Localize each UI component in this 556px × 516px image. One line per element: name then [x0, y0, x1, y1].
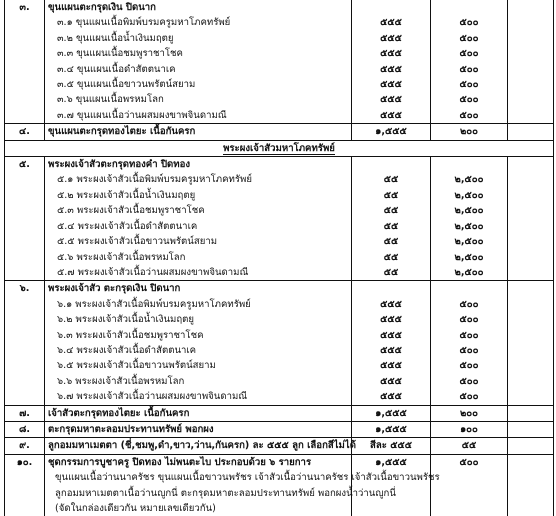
item-price: ๕๐๐ [431, 374, 508, 389]
item-quantity: ๕๕ [352, 250, 431, 265]
item-remark [508, 0, 554, 15]
item-number [5, 188, 45, 203]
item-remark [508, 265, 554, 281]
item-label: ๓.๕ ขุนแผนเนื้อขาวนพรัตน์สยาม [45, 77, 352, 92]
table-row [5, 172, 554, 187]
item-quantity: ๕๕๕ [352, 297, 431, 312]
item-label: ๖.๖ พระผงเจ้าสัวเนื้อพรหมโลก [45, 374, 352, 389]
item-quantity: ๕๕๕ [352, 328, 431, 343]
item-price: ๕๐๐ [431, 62, 508, 77]
item-price: ๕๐๐ [431, 77, 508, 92]
table-row [5, 297, 554, 312]
item-label: ๖.๗ พระผงเจ้าสัวเนื้อว่านผสมผงขาพจินดามณี [45, 389, 352, 405]
item-quantity: ๑,๕๕๕ [352, 124, 431, 140]
item-remark [508, 92, 554, 107]
item-label: ๖.๑ พระผงเจ้าสัวเนื้อพิมพ์บรมครูมหาโภคทรัพย์ [45, 297, 352, 312]
item-price: ๕๐๐ [431, 389, 508, 405]
item-price [431, 157, 508, 173]
item-number: ๙. [5, 438, 45, 454]
table-row [5, 77, 554, 92]
item-remark [508, 405, 554, 421]
item-price: ๕๐๐ [431, 108, 508, 124]
item-label: ๖.๔ พระผงเจ้าสัวเนื้อดำสัตตนาเค [45, 343, 352, 358]
table-body [5, 0, 554, 516]
item-number [5, 31, 45, 46]
item-remark [508, 312, 554, 327]
item-price [431, 0, 508, 15]
item-quantity: ๕๕๕ [352, 15, 431, 30]
table-row [5, 421, 554, 437]
table-row [5, 405, 554, 421]
item-quantity: ๑,๕๕๕ [352, 405, 431, 421]
table-row [5, 328, 554, 343]
item-number [5, 265, 45, 281]
item-label: เจ้าสัวตะกรุดทองไตยะ เนื้อกันครก [45, 405, 352, 421]
item-label: (จัดในกล่องเดียวกัน หมายเลขเดียวกัน) [45, 501, 352, 516]
table-row [5, 15, 554, 30]
item-remark [508, 374, 554, 389]
item-quantity: ๑,๕๕๕ [352, 421, 431, 437]
item-quantity [352, 281, 431, 297]
table-row [5, 62, 554, 77]
item-remark [508, 203, 554, 218]
section-title [5, 140, 554, 156]
item-label: ๓.๒ ขุนแผนเนื้อน้ำเงินมฤตยู [45, 31, 352, 46]
item-remark [508, 470, 554, 485]
item-price: ๕๐๐ [431, 343, 508, 358]
item-label: ๕.๔ พระผงเจ้าสัวเนื้อดำสัตตนาเค [45, 219, 352, 234]
item-quantity: ๕๕ [352, 172, 431, 187]
item-price: ๒,๕๐๐ [431, 265, 508, 281]
item-price: ๒,๕๐๐ [431, 188, 508, 203]
item-number: ๑๐. [5, 454, 45, 470]
item-remark [508, 297, 554, 312]
table-row [5, 389, 554, 405]
item-quantity: ๕๕๕ [352, 46, 431, 61]
item-label: ขุนแผนตะกรุดเงิน ปิดนาก [45, 0, 352, 15]
item-remark [508, 124, 554, 140]
item-number [5, 234, 45, 249]
item-quantity: ๕๕๕ [352, 374, 431, 389]
item-label: ตะกรุดมหาตะลอมประทานทรัพย์ พอกผง [45, 421, 352, 437]
item-price: ๒,๕๐๐ [431, 172, 508, 187]
item-remark [508, 486, 554, 501]
item-price: ๒,๕๐๐ [431, 250, 508, 265]
item-price: ๕๐๐ [431, 297, 508, 312]
item-remark [508, 62, 554, 77]
item-quantity: ๕๕ [352, 219, 431, 234]
table-row [5, 374, 554, 389]
table-row [5, 312, 554, 327]
table-row [5, 438, 554, 454]
item-label: ๖.๕ พระผงเจ้าสัวเนื้อขาวนพรัตน์สยาม [45, 358, 352, 373]
item-number [5, 328, 45, 343]
item-remark [508, 250, 554, 265]
item-remark [508, 157, 554, 173]
item-number: ๕. [5, 157, 45, 173]
item-label: ๓.๖ ขุนแผนเนื้อพรหมโลก [45, 92, 352, 107]
item-quantity: ๕๕ [352, 265, 431, 281]
item-quantity: สีละ ๕๕๕ [352, 438, 431, 454]
item-number [5, 312, 45, 327]
item-remark [508, 389, 554, 405]
item-label: ๓.๗ ขุนแผนเนื้อว่านผสมผงขาพจินดามณี [45, 108, 352, 124]
item-number: ๘. [5, 421, 45, 437]
item-remark [508, 188, 554, 203]
item-price: ๕๐๐ [431, 358, 508, 373]
item-label: ๕.๗ พระผงเจ้าสัวเนื้อว่านผสมผงขาพจินดามณี [45, 265, 352, 281]
item-remark [508, 172, 554, 187]
item-label: ลูกอมมหาเมตตา (ชี่,ชมพู,ดำ,ขาว,ว่าน,กันครก) ละ ๕๕๕ ลูก เลือกสีไม่ได้ [45, 438, 352, 454]
item-number: ๗. [5, 405, 45, 421]
item-quantity: ๕๕ [352, 203, 431, 218]
item-remark [508, 328, 554, 343]
item-number: ๔. [5, 124, 45, 140]
table-row [5, 250, 554, 265]
item-quantity: ๕๕๕ [352, 92, 431, 107]
table-row [5, 46, 554, 61]
item-remark [508, 343, 554, 358]
section-header-row [5, 140, 554, 156]
table-row [5, 265, 554, 281]
item-number [5, 501, 45, 516]
item-quantity: ๕๕๕ [352, 62, 431, 77]
item-label: ๓.๑ ขุนแผนเนื้อพิมพ์บรมครูมหาโภคทรัพย์ [45, 15, 352, 30]
item-label: ๓.๔ ขุนแผนเนื้อดำสัตตนาเค [45, 62, 352, 77]
item-number [5, 203, 45, 218]
amulet-price-table [4, 0, 554, 516]
item-price [431, 281, 508, 297]
item-remark [508, 234, 554, 249]
item-quantity: ๑,๕๕๕ [352, 454, 431, 470]
item-number [5, 358, 45, 373]
item-quantity [352, 157, 431, 173]
table-row [5, 358, 554, 373]
table-row [5, 203, 554, 218]
item-price: ๕๕ [431, 438, 508, 454]
item-price: ๒,๕๐๐ [431, 219, 508, 234]
item-price [431, 501, 508, 516]
item-quantity [352, 501, 431, 516]
item-price: ๕๐๐ [431, 31, 508, 46]
item-remark [508, 454, 554, 470]
item-number [5, 297, 45, 312]
section-title-text: พระผงเจ้าสัวมหาโภคทรัพย์ [223, 142, 335, 154]
table-row [5, 470, 554, 485]
item-label: ๕.๕ พระผงเจ้าสัวเนื้อขาวนพรัตน์สยาม [45, 234, 352, 249]
table-row [5, 157, 554, 173]
table-row [5, 92, 554, 107]
item-price: ๕๐๐ [431, 312, 508, 327]
item-number [5, 46, 45, 61]
item-remark [508, 501, 554, 516]
item-quantity: ๕๕๕ [352, 31, 431, 46]
item-number [5, 62, 45, 77]
item-label: ๓.๓ ขุนแผนเนื้อชมพูราชาโชค [45, 46, 352, 61]
item-price: ๒,๕๐๐ [431, 234, 508, 249]
item-remark [508, 46, 554, 61]
item-label: พระผงเจ้าสัว ตะกรุดเงิน ปิดนาก [45, 281, 352, 297]
table-row [5, 219, 554, 234]
item-remark [508, 77, 554, 92]
item-remark [508, 421, 554, 437]
table-row [5, 281, 554, 297]
item-price: ๕๐๐ [431, 328, 508, 343]
item-number [5, 92, 45, 107]
item-price: ๒๐๐ [431, 405, 508, 421]
item-number [5, 389, 45, 405]
table-row [5, 343, 554, 358]
table-row [5, 0, 554, 15]
item-label: ลูกอมมหาเมตตาเนื้อว่านญูกนี่ ตะกรุดมหาตะลอมประทานทรัพย์ พอกผงน้ำว่านญูกนี่ [45, 486, 352, 501]
item-price: ๑๐๐ [431, 421, 508, 437]
table-row [5, 108, 554, 124]
item-remark [508, 219, 554, 234]
item-number [5, 343, 45, 358]
item-quantity: ๕๕๕ [352, 358, 431, 373]
item-quantity [352, 0, 431, 15]
item-label: ๕.๖ พระผงเจ้าสัวเนื้อพรหมโลก [45, 250, 352, 265]
table-row [5, 454, 554, 470]
item-remark [508, 281, 554, 297]
item-quantity: ๕๕ [352, 188, 431, 203]
item-label: ๖.๓ พระผงเจ้าสัวเนื้อชมพูราชาโชค [45, 328, 352, 343]
item-number [5, 15, 45, 30]
item-number [5, 108, 45, 124]
item-number [5, 470, 45, 485]
item-price: ๒๐๐ [431, 124, 508, 140]
table-row [5, 501, 554, 516]
item-price: ๕๐๐ [431, 15, 508, 30]
item-remark [508, 358, 554, 373]
document-page [4, 0, 553, 514]
item-remark [508, 438, 554, 454]
item-number [5, 77, 45, 92]
item-number [5, 172, 45, 187]
item-price: ๒,๕๐๐ [431, 203, 508, 218]
item-remark [508, 15, 554, 30]
item-number [5, 250, 45, 265]
table-row [5, 234, 554, 249]
item-number [5, 219, 45, 234]
item-remark [508, 108, 554, 124]
table-row [5, 486, 554, 501]
item-quantity: ๕๕๕ [352, 389, 431, 405]
item-quantity: ๕๕๕ [352, 343, 431, 358]
item-price [431, 486, 508, 501]
item-remark [508, 31, 554, 46]
item-number [5, 374, 45, 389]
item-number [5, 486, 45, 501]
item-label: ขุนแผนเนื้อว่านนาครัชร ขุนแผนเนื้อขาวนพรัชร เจ้าสัวเนื้อว่านนาครัชร เจ้าสัวเนื้อขาวนพรัชร [45, 470, 352, 485]
item-quantity: ๕๕ [352, 234, 431, 249]
item-quantity: ๕๕๕ [352, 312, 431, 327]
item-price: ๕๐๐ [431, 46, 508, 61]
table-row [5, 124, 554, 140]
item-number: ๓. [5, 0, 45, 15]
item-label: ขุนแผนตะกรุดทองไตยะ เนื้อกันครก [45, 124, 352, 140]
item-label: ๕.๓ พระผงเจ้าสัวเนื้อชมพูราชาโชค [45, 203, 352, 218]
item-label: ๖.๒ พระผงเจ้าสัวเนื้อน้ำเงินมฤตยู [45, 312, 352, 327]
item-price [431, 470, 508, 485]
item-label: ๕.๑ พระผงเจ้าสัวเนื้อพิมพ์บรมครูมหาโภคทรัพย์ [45, 172, 352, 187]
item-label: พระผงเจ้าสัวตะกรุดทองคำ ปิดทอง [45, 157, 352, 173]
item-price: ๕๐๐ [431, 92, 508, 107]
table-row [5, 188, 554, 203]
item-label: ๕.๒ พระผงเจ้าสัวเนื้อน้ำเงินมฤตยู [45, 188, 352, 203]
item-price: ๕๐๐ [431, 454, 508, 470]
item-number: ๖. [5, 281, 45, 297]
table-row [5, 31, 554, 46]
item-label: ชุดกรรมการบูชาครู ปิดทอง ไม่พนตะไบ ประกอบด้วย ๖ รายการ [45, 454, 352, 470]
item-quantity: ๕๕๕ [352, 77, 431, 92]
item-quantity: ๕๕๕ [352, 108, 431, 124]
